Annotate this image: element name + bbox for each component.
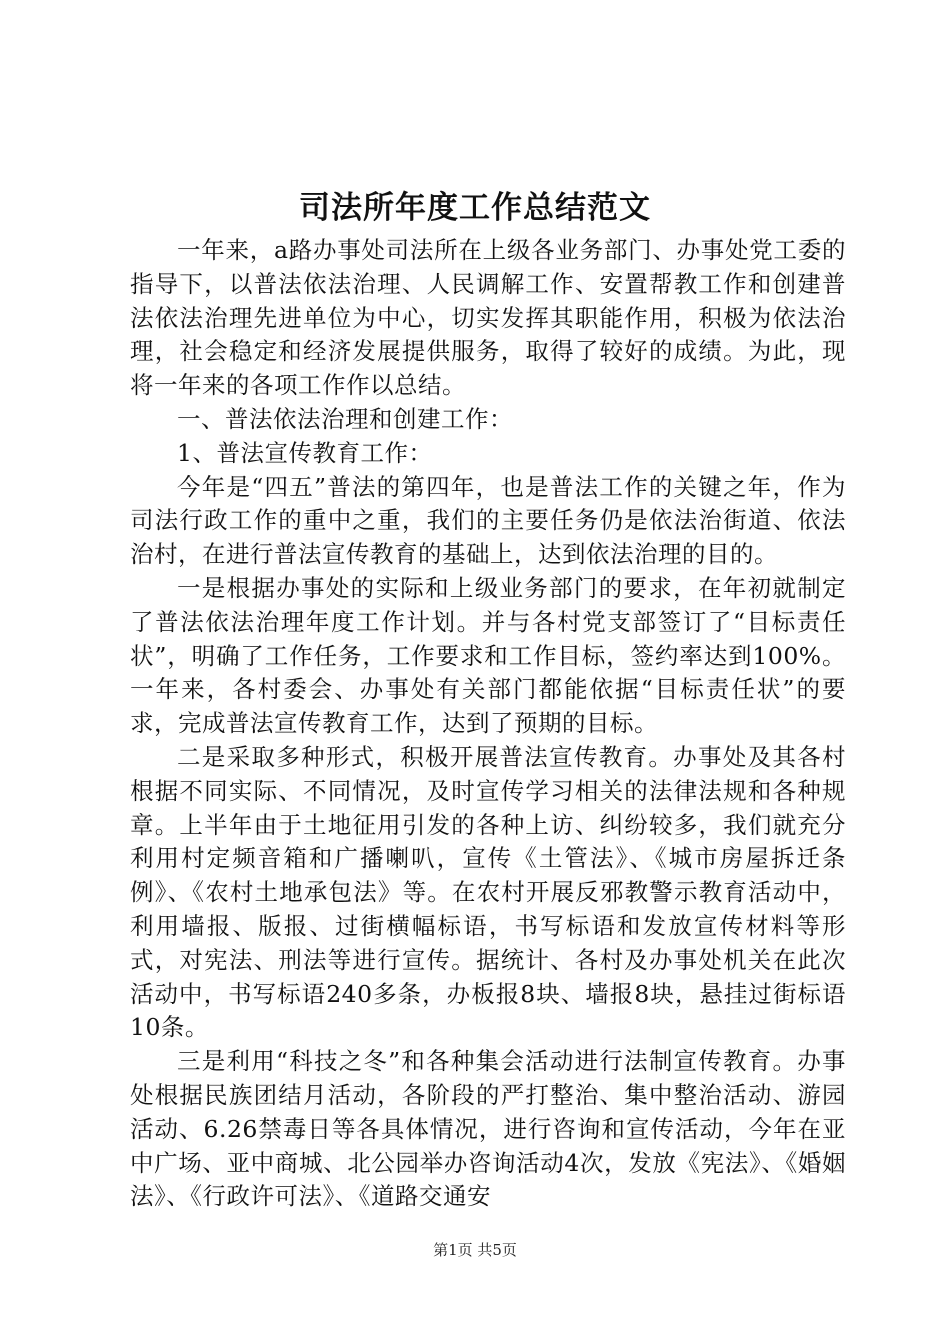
document-body — [130, 234, 846, 1214]
document-title: 司法所年度工作总结范文 — [299, 190, 651, 226]
paragraph-first-point: 一是根据办事处的实际和上级业务部门的要求，在年初就制定了普法依法治理年度工作计划。并与各村党支部签订了“目标责任状”，明确了工作任务，工作要求和工作目标，签约率达到100%。一年来，各村委会、办事处有关部门都能依据“目标责任状”的要求，完成普法宣传教育工作，达到了预期的目标。 — [130, 573, 846, 738]
heading-section-1: 一、普法依法治理和创建工作： — [177, 404, 513, 433]
paragraph-intro: 一年来，a路办事处司法所在上级各业务部门、办事处党工委的指导下，以普法依法治理、人民调解工作、安置帮教工作和创建普法依法治理先进单位为中心，切实发挥其职能作用，积极为依法治理，社会稳定和经济发展提供服务，取得了较好的成绩。为此，现将一年来的各项工作作以总结。 — [130, 236, 846, 400]
paragraph-four-five: 今年是“四五”普法的第四年，也是普法工作的关键之年，作为司法行政工作的重中之重，我们的主要任务仍是依法治街道、依法治村，在进行普法宣传教育的基础上，达到依法治理的目的。 — [130, 472, 846, 569]
page-number-footer: 第1页 共5页 — [433, 1241, 517, 1259]
paragraph-second-point: 二是采取多种形式，积极开展普法宣传教育。办事处及其各村根据不同实际、不同情况，及时宣传学习相关的法律法规和各种规章。上半年由于土地征用引发的各种上访、纠纷较多，我们就充分利用村定频音箱和广播喇叭，宣传《土管法》、《城市房屋拆迁条例》、《农村土地承包法》等。在农村开展反邪教警示教育活动中，利用墙报、版报、过街横幅标语，书写标语和发放宣传材料等形式，对宪法、刑法等进行宣传。据统计、各村及办事处机关在此次活动中，书写标语240多条，办板报8块、墙报8块，悬挂过街标语10条。 — [130, 742, 846, 1042]
paragraph-third-point: 三是利用“科技之冬”和各种集会活动进行法制宣传教育。办事处根据民族团结月活动，各阶段的严打整治、集中整治活动、游园活动、6.26禁毒日等各具体情况，进行咨询和宣传活动，今年在亚中广场、亚中商城、北公园举办咨询活动4次，发放《宪法》、《婚姻法》、《行政许可法》、《道路交通安 — [130, 1047, 846, 1211]
heading-subsection-1: 1、普法宣传教育工作： — [177, 438, 433, 467]
